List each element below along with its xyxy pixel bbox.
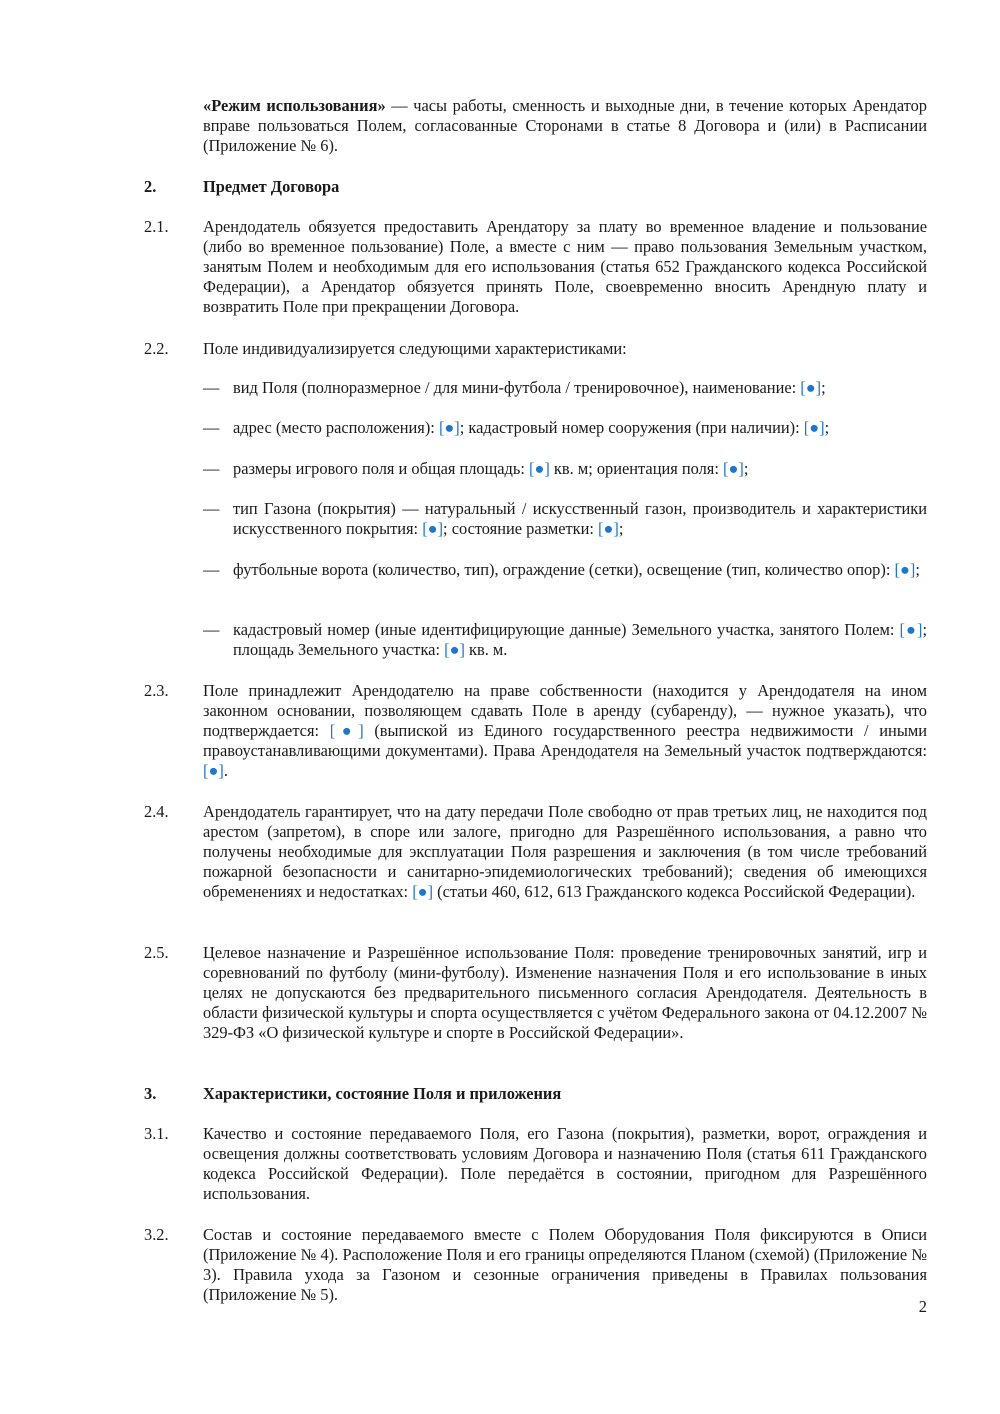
clause-number: 2.2.	[144, 339, 169, 358]
list-item-text: ; состояние разметки:	[443, 519, 599, 538]
definition-text: — часы работы, сменность и выходные дни, в течение которых Арендатор вправе пользоваться Полем, согласованные Сторонами в статье 8 Договора и (или) в Расписании (Приложение № 6).	[203, 96, 928, 155]
clause-2-2-text: Поле индивидуализируется следующими характеристиками:	[203, 339, 627, 358]
dash-marker: —	[203, 418, 220, 437]
list-item-text: вид Поля (полноразмерное / для мини-футбола / тренировочное), наименование:	[233, 378, 801, 397]
list-item-text: ;	[915, 560, 920, 579]
placeholder-marker: [●]	[894, 560, 916, 579]
dash-marker: —	[203, 620, 220, 639]
clause-text: (выпиской из Единого государственного реестра недвижимости / иными правоустанавливающими документами). Права Арендодателя на Земельный участок подтверждаются:	[203, 721, 927, 760]
list-item-text: ;	[824, 418, 830, 437]
clause-3-1-text: Качество и состояние передаваемого Поля, его Газона (покрытия), разметки, ворот, ограждения и освещения должны соответствовать условиям Договора и назначению Поля (статья 611 Гражданского кодекса Российской Федерации). Поле передаётся в состоянии, пригодном для Разрешённого использования.	[203, 1124, 927, 1203]
clause-text: (статьи 460, 612, 613 Гражданского кодекса Российской Федерации).	[433, 882, 916, 901]
placeholder-marker: [●]	[723, 459, 744, 478]
clause-text: .	[223, 761, 228, 780]
clause-2-4-text	[203, 802, 927, 902]
clause-number: 2.3.	[144, 681, 169, 700]
placeholder-marker: [●]	[803, 418, 825, 437]
section-title: Предмет Договора	[203, 177, 340, 196]
list-item-text: размеры игрового поля и общая площадь:	[233, 459, 529, 478]
clause-2-3-text	[203, 681, 927, 781]
list-item-text: тип Газона (покрытия) — натуральный / искусственный газон, производитель и характеристики искусственного покрытия:	[233, 499, 927, 538]
dash-marker: —	[203, 459, 220, 478]
section-3-heading	[144, 1084, 944, 1104]
list-item-text: футбольные ворота (количество, тип), ограждение (сетки), освещение (тип, количество опор):	[233, 560, 895, 579]
placeholder-marker: [●]	[422, 519, 444, 538]
clause-2-5-text: Целевое назначение и Разрешённое использование Поля: проведение тренировочных занятий, игр и соревнований по футболу (мини-футболу). Изменение назначения Поля и его использование в иных целях не допускаются без предварительного письменного согласия Арендодателя. Деятельность в области физической культуры и спорта осуществляется с учётом Федерального закона от 04.12.2007 № 329-ФЗ «О физической культуре и спорте в Российской Федерации».	[203, 943, 927, 1042]
list-item-text: ;	[618, 519, 624, 538]
placeholder-marker: [●]	[329, 721, 364, 740]
list-item-text: ; площадь Земельного участка:	[233, 620, 927, 659]
list-item-text: ;	[821, 378, 826, 397]
page-number: 2	[918, 1297, 927, 1316]
list-item-text: адрес (место расположения):	[233, 418, 439, 437]
placeholder-marker: [●]	[800, 378, 822, 397]
list-item-text: кв. м.	[464, 640, 508, 659]
list-item-text: ; кадастровый номер сооружения (при наличии):	[459, 418, 804, 437]
dash-marker: —	[203, 560, 220, 579]
section-2-heading	[144, 177, 944, 197]
section-title: Характеристики, состояние Поля и приложения	[203, 1084, 562, 1103]
clause-number: 2.5.	[144, 943, 169, 962]
section-number: 2.	[144, 177, 157, 196]
dash-marker: —	[203, 378, 220, 397]
section-number: 3.	[144, 1084, 157, 1103]
clause-number: 3.2.	[144, 1225, 169, 1244]
placeholder-marker: [●]	[412, 882, 434, 901]
clause-text: Поле принадлежит Арендодателю на праве собственности (находится у Арендодателя на ином законном основании, позволяющем сдавать Поле в аренду (субаренду), — нужное указать), что подтверждается:	[203, 681, 927, 740]
clause-number: 2.4.	[144, 802, 169, 821]
list-item-text: ;	[743, 459, 749, 478]
placeholder-marker: [●]	[598, 519, 619, 538]
clause-number: 3.1.	[144, 1124, 169, 1143]
placeholder-marker: [●]	[899, 620, 923, 639]
placeholder-marker: [●]	[444, 640, 465, 659]
clause-2-1-text: Арендодатель обязуется предоставить Арендатору за плату во временное владение и пользование (либо во временное пользование) Поле, а вместе с ним — право пользования Земельным участком, занятым Полем и необходимым для его использования (статья 652 Гражданского кодекса Российской Федерации), а Арендатор обязуется принять Поле, своевременно вносить Арендную плату и возвратить Поле при прекращении Договора.	[203, 217, 927, 316]
list-item-text: кв. м; ориентация поля:	[549, 459, 723, 478]
list-item-text: кадастровый номер (иные идентифицирующие данные) Земельного участка, занятого Полем:	[233, 620, 900, 639]
clause-number: 2.1.	[144, 217, 169, 236]
definition-paragraph	[203, 96, 927, 156]
placeholder-marker: [●]	[438, 418, 460, 437]
dash-marker: —	[203, 499, 220, 518]
clause-text: Арендодатель гарантирует, что на дату передачи Поле свободно от прав третьих лиц, не находится под арестом (запретом), в споре или залоге, пригодно для Разрешённого использования, а равно что получены необходимые для эксплуатации Поля разрешения и заключения (в том числе требований пожарной безопасности и санитарно-эпидемиологических требований); сведения об имеющихся обременениях и недостатках:	[203, 802, 927, 901]
placeholder-marker: [●]	[529, 459, 550, 478]
placeholder-marker: [●]	[203, 761, 224, 780]
clause-3-2-text: Состав и состояние передаваемого вместе с Полем Оборудования Поля фиксируются в Описи (Приложение № 4). Расположение Поля и его границы определяются Планом (схемой) (Приложение № 3). Правила ухода за Газоном и сезонные ограничения приведены в Правилах пользования (Приложение № 5).	[203, 1225, 927, 1304]
definition-term: «Режим использования»	[203, 96, 386, 115]
